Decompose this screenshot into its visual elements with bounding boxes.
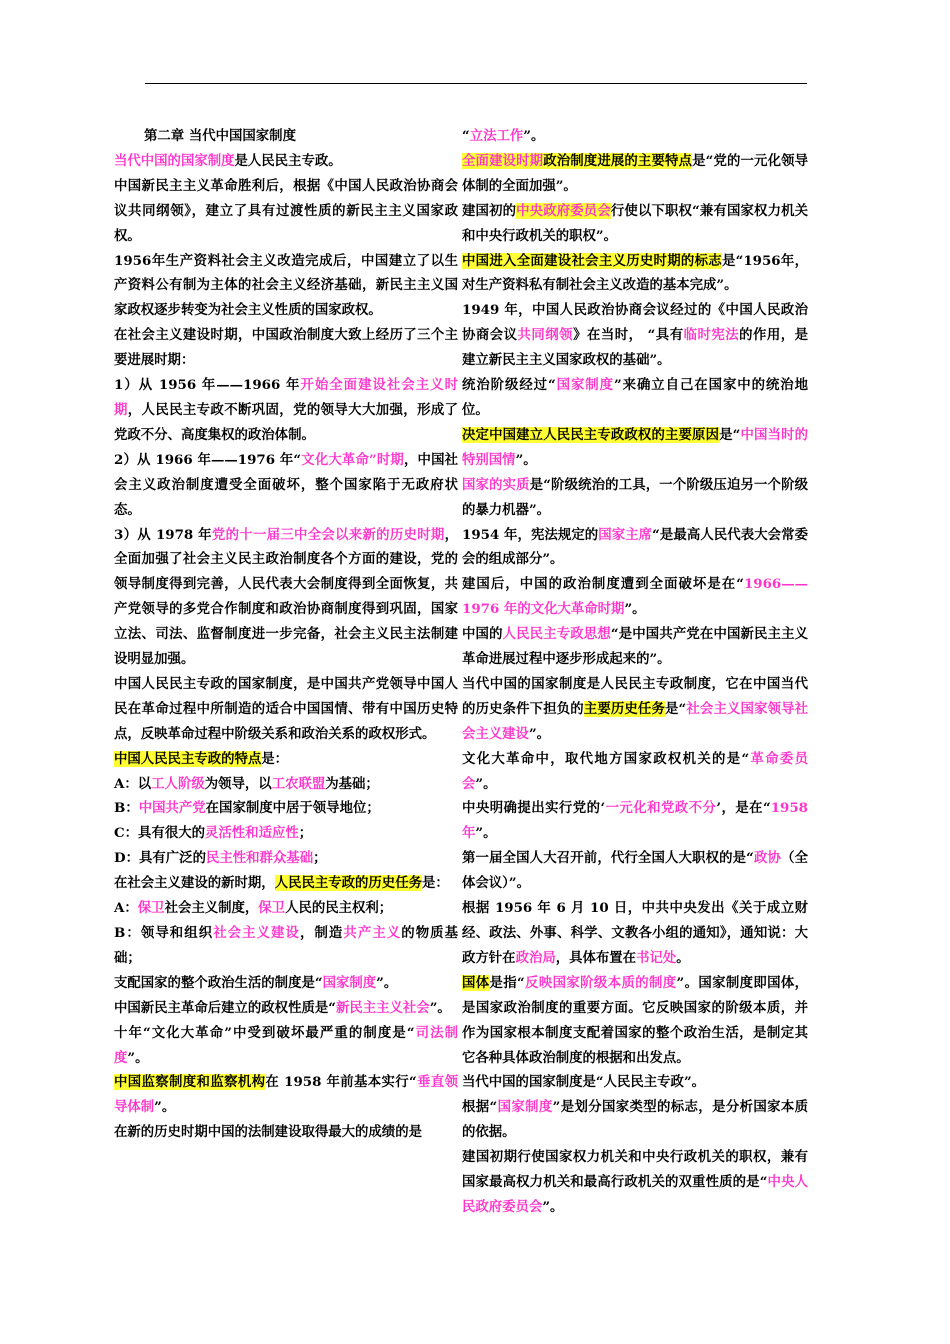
emphasis-text: 政治制度进展的主要特点 [543, 152, 693, 169]
text-run: 在国家制度中居于领导地位； [205, 800, 380, 817]
right-paragraph [462, 249, 808, 299]
text-run: 》在当时， “具有 [573, 327, 684, 344]
text-run: 第二章 当代中国国家制度 [144, 128, 296, 144]
text-run: 是人民民主专政。 [234, 152, 342, 169]
text-run: 1949 年，中国人民政治协商会议经过的《中国人民政治协商会议 [462, 302, 808, 344]
emphasis-text: 中国人民民主专政的特点 [114, 750, 262, 767]
text-run: 是“ [665, 700, 687, 717]
emphasis-text: 民主性和群众基础 [205, 850, 314, 867]
text-run: ”。 [523, 128, 545, 144]
text-run: 建国后，中国的政治制度遭到全面破坏是在“ [462, 576, 744, 593]
text-run: 行使以下职权“兼有国家权力机关和中央行政机关的职权”。 [462, 202, 809, 244]
text-run: 建国初的 [462, 202, 517, 219]
right-paragraph [462, 1145, 808, 1220]
text-run: 2）从 1966 年——1976 年“ [114, 451, 302, 468]
left-paragraph [114, 846, 458, 871]
emphasis-text: 书记处 [636, 949, 677, 966]
text-run: 中国新民主主义革命胜利后，根据《中国人民政治协商会议共同纲领》，建立了具有过渡性质的新民主主义国家政权。 [114, 177, 458, 244]
text-run: D：具有广泛的 [114, 850, 206, 867]
right-paragraph [462, 373, 808, 423]
text-run: 社会主义制度， [164, 900, 259, 917]
left-paragraph [114, 523, 458, 672]
left-paragraph [114, 149, 458, 174]
text-run: 当代中国的国家制度是“人民民主专政”。 [462, 1074, 706, 1091]
emphasis-text: 政协 [753, 850, 782, 867]
right-paragraph [462, 423, 808, 473]
emphasis-text: 中央人民政府委员会 [462, 1174, 809, 1215]
text-run: 是指“ [489, 974, 525, 991]
emphasis-text: 国家主席 [598, 526, 653, 543]
text-run: ”。 [475, 775, 497, 792]
left-paragraph [114, 373, 458, 448]
text-run: 是“党的一元化领导体制的全面加强”。 [462, 152, 809, 194]
right-paragraph [462, 796, 808, 846]
text-run: ”。 [376, 974, 398, 991]
text-run: ”。国家制度即国体，是国家政治制度的重要方面。它反映国家的阶级本质，并作为国家根本制度支配着国家的整个政治生活，是制定其它各种具体政治制度的根据和出发点。 [462, 974, 809, 1066]
emphasis-text: 决定中国建立人民民主专政政权的主要原因 [462, 426, 720, 443]
emphasis-text: 中国共产党 [138, 800, 206, 817]
text-run: “是中国共产党在中国新民主主义革命进展过程中逐步形成起来的”。 [462, 626, 809, 668]
emphasis-text: 立法工作 [469, 128, 524, 144]
text-run: 的作用，是建立新民主主义国家政权的基础”。 [462, 327, 809, 369]
text-run: 。 [676, 949, 690, 966]
text-run: ； [298, 825, 313, 842]
emphasis-text: 中央政府委员会 [516, 202, 611, 219]
text-run: ”。 [127, 1049, 149, 1066]
text-run: 中国的 [462, 626, 503, 643]
text-run: ”。 [475, 825, 497, 842]
right-paragraph [462, 149, 808, 199]
text-run: ”。 [528, 725, 551, 742]
text-run: B： [114, 800, 139, 817]
text-run: 1）从 1956 年——1966 年 [114, 377, 301, 394]
emphasis-text: 国家制度 [555, 377, 614, 394]
text-run: 根据“ [462, 1099, 498, 1116]
text-run: 统治阶级经过“ [462, 377, 556, 394]
text-run: 建国初期行使国家权力机关和中央行政机关的职权，兼有国家最高权力机关和最高行政机关的双重性质的是“ [462, 1149, 808, 1191]
emphasis-text: 人民民主专政思想 [502, 626, 611, 643]
emphasis-text: 中国监察制度和监察机构 [114, 1074, 266, 1091]
emphasis-text: 1958 年 [462, 800, 808, 842]
left-paragraph [114, 821, 458, 846]
emphasis-text: 国体 [462, 974, 490, 991]
text-run: ，全面加强了社会主义民主政治制度各个方面的建设，党的领导制度得到完善，人民代表大会制度得到全面恢复，共产党领导的多党合作制度和政治协商制度得到巩固，国家立法、司法、监督制度进一步完备，社会主义民主法制建设明显加强。 [114, 526, 458, 668]
text-run: 中国新民主革命后建立的政权性质是“ [114, 999, 336, 1016]
text-run: A：以 [114, 775, 152, 792]
right-paragraph [462, 124, 808, 149]
text-run: 当代中国的国家制度是人民民主专政制度，它在中国当代的历史条件下担负的 [462, 675, 808, 717]
right-paragraph [462, 473, 808, 523]
emphasis-text: 新民主主义社会 [335, 999, 430, 1016]
emphasis-text: 政治局 [515, 949, 556, 966]
right-paragraph [462, 896, 808, 971]
text-run: 根据 1956 年 6 月 10 日，中共中央发出《关于成立财经、政法、外事、科学、文教各小组的通知》，通知说：大政方针在 [462, 900, 808, 966]
text-run: ”。 [515, 451, 537, 468]
text-run: ”。 [624, 601, 646, 618]
text-run: ，中国社会主义政治制度遭受全面破坏，整个国家陷于无政府状态。 [114, 451, 459, 518]
text-run: ”。 [542, 1198, 564, 1215]
emphasis-text: 社会主义国家领导社会主义建设 [462, 700, 809, 742]
left-paragraph [114, 174, 458, 249]
right-paragraph [462, 298, 808, 373]
text-run: （全体会议）”。 [462, 850, 809, 892]
right-paragraph [462, 747, 808, 797]
text-run: 是“阶级统治的工具，一个阶级压迫另一个阶级的暴力机器”。 [462, 476, 809, 518]
text-run: 中央明确提出实行党的‘ [462, 800, 606, 817]
right-paragraph [462, 199, 808, 249]
emphasis-text: 国家制度 [497, 1099, 553, 1116]
text-run: “是最高人民代表大会常委会的组成部分”。 [462, 526, 808, 568]
text-run: “ [462, 128, 470, 144]
text-run: 是“1956年，对生产资料私有制社会主义改造的基本完成”。 [462, 252, 808, 294]
left-paragraph [114, 871, 458, 896]
text-run: 的物质基础； [114, 925, 459, 966]
left-column [114, 124, 458, 1145]
text-run: ，制造 [299, 925, 344, 941]
right-paragraph [462, 622, 808, 672]
right-paragraph [462, 523, 808, 573]
text-run: ，人民民主专政不断巩固，党的领导大大加强，形成了党政不分、高度集权的政治体制。 [114, 401, 459, 443]
left-paragraph [114, 896, 458, 921]
left-paragraph [114, 124, 458, 149]
text-run: 在 1958 年前基本实行“ [265, 1074, 417, 1091]
text-run: ”。 [429, 999, 451, 1016]
left-paragraph [114, 448, 458, 523]
emphasis-text: 保卫 [137, 900, 165, 917]
emphasis-text: 工人阶级 [151, 775, 205, 792]
left-paragraph [114, 1021, 458, 1071]
text-run: A： [114, 900, 138, 917]
left-paragraph [114, 747, 458, 772]
emphasis-text: 灵活性和适应性 [205, 825, 299, 842]
emphasis-text: 保卫 [258, 900, 286, 917]
text-run: 十年“文化大革命”中受到破坏最严重的制度是“ [114, 1024, 415, 1041]
right-paragraph [462, 846, 808, 896]
emphasis-text: 一元化和党政不分 [605, 800, 717, 817]
emphasis-text: 国家制度 [322, 974, 377, 991]
emphasis-text: 国家的实质 [462, 476, 530, 493]
emphasis-text: 垂直领导体制 [114, 1074, 459, 1116]
emphasis-text: 共同纲领 [517, 327, 574, 344]
right-paragraph [462, 572, 808, 622]
text-run: 在新的历史时期中国的法制建设取得最大的成绩的是 [114, 1124, 422, 1141]
header-rule [145, 83, 807, 84]
text-run: 1956年生产资料社会主义改造完成后，中国建立了以生产资料公有制为主体的社会主义经济基础，新民主主义国家政权逐步转变为社会主义性质的国家政权。 [114, 252, 458, 319]
emphasis-text: 共产主义 [343, 925, 402, 941]
text-run: ； [313, 850, 327, 867]
left-paragraph [114, 1070, 458, 1120]
emphasis-text: 社会主义建设 [213, 925, 300, 941]
left-paragraph [114, 672, 458, 747]
emphasis-text: 党的十一届三中全会以来新的历史时期 [211, 526, 445, 543]
text-run: ”。 [154, 1099, 176, 1116]
left-paragraph [114, 796, 458, 821]
emphasis-text: 革命委员会 [462, 750, 809, 792]
left-paragraph [114, 772, 458, 797]
left-paragraph [114, 249, 458, 324]
right-paragraph [462, 971, 808, 1071]
left-paragraph [114, 323, 458, 373]
right-paragraph [462, 672, 808, 747]
text-run: ，具体布置在 [555, 949, 637, 966]
text-run: 支配国家的整个政治生活的制度是“ [114, 974, 323, 991]
text-run: 文化大革命中，取代地方国家政权机关的是“ [462, 750, 750, 767]
emphasis-text: 开始全面建设社会主义时期 [114, 377, 459, 418]
left-paragraph [114, 921, 458, 971]
text-run: 在社会主义建设时期，中国政治制度大致上经历了三个主要进展时期： [114, 327, 458, 369]
emphasis-text: 临时宪法 [683, 327, 740, 344]
emphasis-text: 中国当时的特别国情 [462, 426, 809, 468]
text-run: 第一届全国人大召开前，代行全国人大职权的是“ [462, 850, 754, 867]
text-run: ”是划分国家类型的标志，是分析国家本质的依据。 [462, 1099, 809, 1141]
text-run: ”来确立自己在国家中的统治地位。 [462, 377, 809, 418]
emphasis-text: 全面建设时期 [462, 152, 544, 169]
text-run: B：领导和组织 [114, 925, 214, 941]
text-run: 3）从 1978 年 [114, 526, 212, 543]
left-paragraph [114, 971, 458, 996]
emphasis-text: 司法制度 [114, 1024, 459, 1066]
text-run: C：具有很大的 [114, 825, 206, 842]
emphasis-text: 当代中国的国家制度 [114, 152, 235, 169]
emphasis-text: 文化大革命”时期 [301, 451, 404, 468]
text-run: 1954 年，宪法规定的 [462, 526, 599, 543]
right-column [462, 124, 808, 1220]
text-run: ’，是在“ [716, 800, 771, 817]
left-paragraph [114, 1120, 458, 1145]
text-run: 中国人民民主专政的国家制度，是中国共产党领导中国人民在革命过程中所制造的适合中国国情、带有中国历史特点，反映革命过程中阶级关系和政治关系的政权形式。 [114, 675, 458, 742]
text-run: 是： [261, 750, 289, 767]
text-run: 为基础； [325, 775, 379, 792]
text-run: 人民的民主权利； [285, 900, 393, 917]
emphasis-text: 反映国家阶级本质的制度 [524, 974, 677, 991]
emphasis-text: 1966——1976 年的文化大革命时期 [462, 576, 808, 618]
right-paragraph [462, 1070, 808, 1095]
text-run: 是： [421, 875, 449, 892]
emphasis-text: 工农联盟 [271, 775, 326, 792]
emphasis-text: 中国进入全面建设社会主义历史时期的标志 [462, 252, 722, 269]
left-paragraph [114, 996, 458, 1021]
text-run: 是“ [719, 426, 741, 443]
text-run: 在社会主义建设的新时期， [114, 875, 275, 892]
emphasis-text: 主要历史任务 [583, 700, 665, 717]
emphasis-text: 人民民主专政的历史任务 [274, 875, 422, 892]
right-paragraph [462, 1095, 808, 1145]
text-run: 为领导，以 [204, 775, 272, 792]
